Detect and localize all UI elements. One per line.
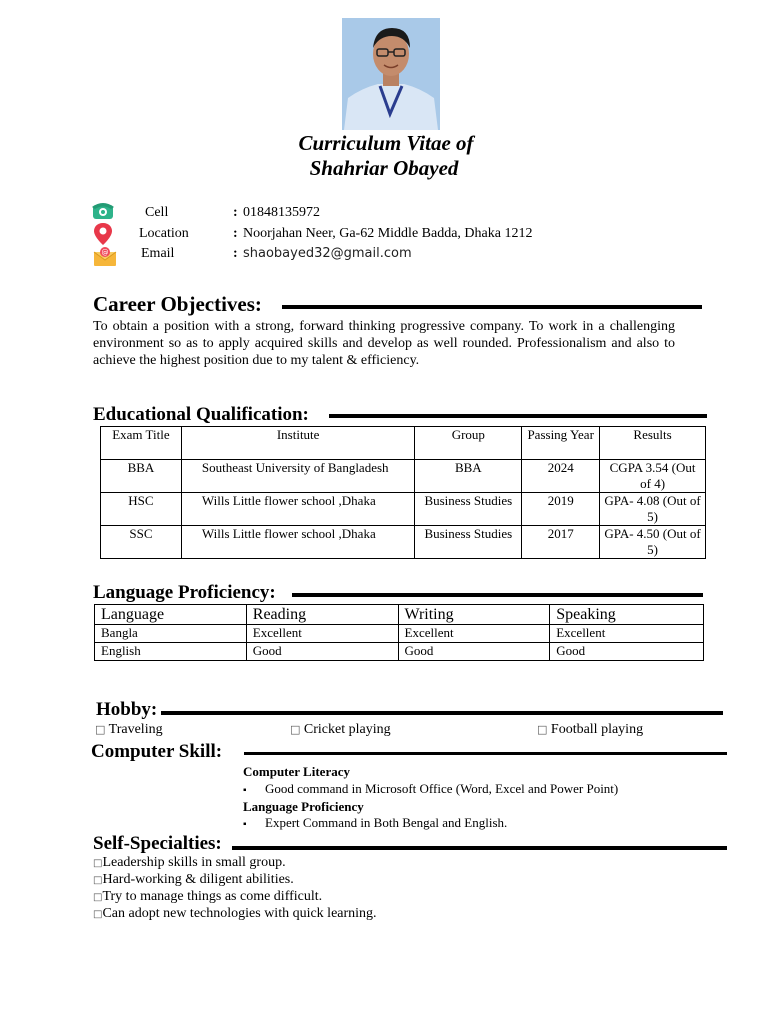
contact-colon: : <box>233 226 238 241</box>
square-bullet-icon: ▪ <box>243 819 247 830</box>
hobby-item <box>290 722 391 738</box>
computer-literacy-item <box>243 781 618 797</box>
table-cell: Business Studies <box>415 526 522 559</box>
table-cell: GPA- 4.50 (Out of 5) <box>600 526 706 559</box>
phone-icon <box>91 201 115 223</box>
contact-value-email: shaobayed32@gmail.com <box>243 246 412 261</box>
table-header: Institute <box>181 427 415 460</box>
language-table <box>94 604 704 661</box>
table-cell: 2019 <box>522 493 600 526</box>
specialty-text: Leadership skills in small group. <box>102 855 286 870</box>
table-cell: BBA <box>101 460 182 493</box>
contact-label-email: Email <box>141 246 175 261</box>
specialty-text: Hard-working & diligent abilities. <box>102 872 294 887</box>
table-header: Reading <box>246 605 398 625</box>
contact-colon: : <box>233 246 238 261</box>
table-row <box>95 625 704 643</box>
education-header-row <box>101 427 706 460</box>
table-header: Results <box>600 427 706 460</box>
checkbox-icon: □ <box>95 723 106 736</box>
specialty-item <box>93 855 286 871</box>
table-cell: GPA- 4.08 (Out of 5) <box>600 493 706 526</box>
contact-label-location: Location <box>139 226 189 241</box>
contact-label-cell: Cell <box>145 205 169 220</box>
checkbox-icon: □ <box>93 875 103 886</box>
table-cell: 2024 <box>522 460 600 493</box>
hobby-label: Cricket playing <box>303 722 391 737</box>
table-header: Writing <box>398 605 550 625</box>
table-cell: HSC <box>101 493 182 526</box>
table-cell: Wills Little flower school ,Dhaka <box>181 526 415 559</box>
table-cell: Good <box>550 643 704 661</box>
specialty-text: Can adopt new technologies with quick learning. <box>102 906 377 921</box>
table-row <box>101 526 706 559</box>
computer-literacy-subheading: Computer Literacy <box>243 764 350 779</box>
table-row <box>101 493 706 526</box>
table-row <box>101 460 706 493</box>
contact-value-cell: 01848135972 <box>243 205 320 220</box>
self-specialties-heading: Self-Specialties: <box>93 833 222 854</box>
hobby-item <box>537 722 643 738</box>
profile-photo <box>342 18 440 130</box>
section-rule <box>161 711 723 715</box>
education-heading: Educational Qualification: <box>93 404 309 425</box>
language-heading: Language Proficiency: <box>93 582 276 603</box>
specialty-item <box>93 889 322 905</box>
svg-text:@: @ <box>101 248 109 257</box>
cv-title-name: Shahriar Obayed <box>309 156 459 180</box>
hobby-label: Traveling <box>108 722 163 737</box>
table-cell: Good <box>246 643 398 661</box>
table-cell: BBA <box>415 460 522 493</box>
location-pin-icon <box>91 222 115 244</box>
checkbox-icon: □ <box>290 723 301 736</box>
checkbox-icon: □ <box>93 909 103 920</box>
language-proficiency-item <box>243 815 507 831</box>
language-proficiency-subheading: Language Proficiency <box>243 799 364 814</box>
table-cell: CGPA 3.54 (Out of 4) <box>600 460 706 493</box>
table-row <box>95 643 704 661</box>
table-cell: Excellent <box>246 625 398 643</box>
table-header: Language <box>95 605 247 625</box>
table-header: Speaking <box>550 605 704 625</box>
computer-literacy-text: Good command in Microsoft Office (Word, Excel and Power Point) <box>265 781 619 796</box>
table-cell: Good <box>398 643 550 661</box>
table-header: Exam Title <box>101 427 182 460</box>
career-objectives-text: To obtain a position with a strong, forward thinking progressive company. To work in a challenging environment so as to apply acquired skills and develop as well rounded. Professionalism and also to achieve the highest position due to my talent & efficiency. <box>93 319 675 368</box>
computer-skill-heading: Computer Skill: <box>91 741 223 762</box>
table-cell: Southeast University of Bangladesh <box>181 460 415 493</box>
table-cell: Bangla <box>95 625 247 643</box>
language-header-row <box>95 605 704 625</box>
email-icon <box>93 245 117 267</box>
section-rule <box>292 593 703 597</box>
hobby-heading: Hobby: <box>96 699 158 720</box>
career-objectives-heading: Career Objectives: <box>93 292 262 316</box>
section-rule <box>232 846 727 850</box>
section-rule <box>244 752 727 755</box>
table-cell: Business Studies <box>415 493 522 526</box>
contact-value-location: Noorjahan Neer, Ga-62 Middle Badda, Dhaka 1212 <box>243 226 533 241</box>
checkbox-icon: □ <box>537 723 548 736</box>
table-cell: Wills Little flower school ,Dhaka <box>181 493 415 526</box>
cv-title-line1: Curriculum Vitae of <box>298 131 474 155</box>
section-rule <box>329 414 707 418</box>
square-bullet-icon: ▪ <box>243 785 247 796</box>
language-proficiency-text: Expert Command in Both Bengal and English. <box>265 815 508 830</box>
table-cell: Excellent <box>398 625 550 643</box>
table-cell: SSC <box>101 526 182 559</box>
hobby-item <box>95 722 163 738</box>
education-table <box>100 426 706 559</box>
specialty-item <box>93 872 294 888</box>
checkbox-icon: □ <box>93 892 103 903</box>
hobby-label: Football playing <box>550 722 644 737</box>
specialty-item <box>93 906 377 922</box>
table-cell: 2017 <box>522 526 600 559</box>
table-cell: Excellent <box>550 625 704 643</box>
checkbox-icon: □ <box>93 858 103 869</box>
table-header: Group <box>415 427 522 460</box>
contact-colon: : <box>233 205 238 220</box>
table-cell: English <box>95 643 247 661</box>
table-header: Passing Year <box>522 427 600 460</box>
specialty-text: Try to manage things as come difficult. <box>102 889 323 904</box>
section-rule <box>282 305 702 309</box>
